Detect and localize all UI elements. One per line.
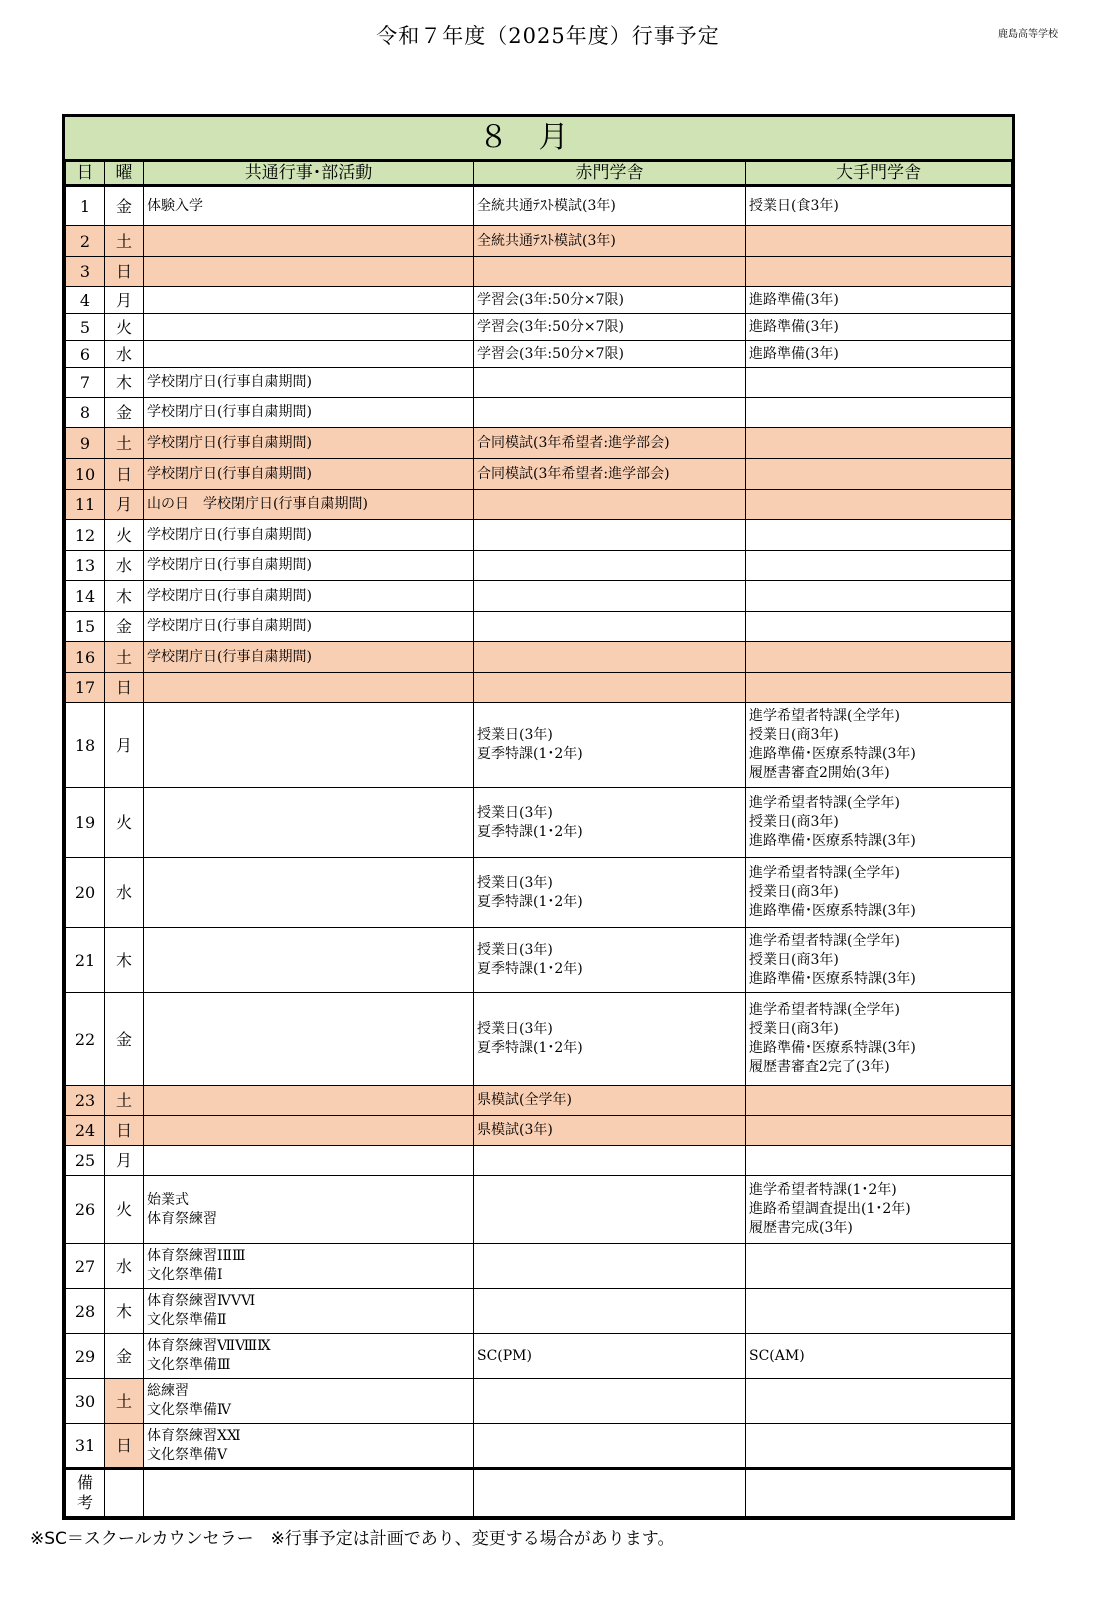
remarks-label: [66, 1469, 105, 1517]
cell-common: [144, 1116, 474, 1146]
schedule-row-day-21: [66, 928, 1012, 993]
cell-common: [144, 1176, 474, 1244]
cell-otemon: [746, 459, 1012, 490]
schedule-row-day-28: [66, 1289, 1012, 1334]
cell-otemon: [746, 1116, 1012, 1146]
schedule-row-day-9: [66, 428, 1012, 459]
cell-otemon: [746, 788, 1012, 858]
cell-common: [144, 1146, 474, 1176]
event-text: 体育祭練習ⅠⅡⅢ: [147, 1248, 246, 1264]
schedule-row-day-19: [66, 788, 1012, 858]
cell-akamon: [474, 1424, 746, 1469]
cell-otemon: [746, 1146, 1012, 1176]
schedule-table: [65, 161, 1012, 1517]
cell-common: [144, 1379, 474, 1424]
cell-common: [144, 858, 474, 928]
event-text: 進路準備･医療系特課(3年): [749, 833, 916, 849]
cell-akamon: [474, 1176, 746, 1244]
event-text: 授業日(商3年): [749, 1021, 839, 1037]
cell-akamon: [474, 1379, 746, 1424]
cell-common: [144, 520, 474, 551]
schedule-row-day-4: [66, 287, 1012, 314]
day-of-week: 水: [105, 551, 144, 581]
schedule-row-day-8: [66, 398, 1012, 428]
day-number: 20: [66, 858, 105, 928]
day-number: 23: [66, 1086, 105, 1116]
schedule-row-day-7: [66, 368, 1012, 398]
event-text: 授業日(商3年): [749, 884, 839, 900]
day-number: 5: [66, 314, 105, 341]
cell-akamon: [474, 398, 746, 428]
cell-otemon: [746, 368, 1012, 398]
event-text: 学校閉庁日(行事自粛期間): [147, 465, 312, 482]
cell-akamon: [474, 257, 746, 287]
event-text: 合同模試(3年希望者:進学部会): [477, 434, 670, 451]
cell-otemon: [746, 581, 1012, 612]
day-number: 3: [66, 257, 105, 287]
header-dow: 曜: [105, 162, 144, 186]
day-number: 8: [66, 398, 105, 428]
schedule-row-day-22: [66, 993, 1012, 1086]
event-text: 授業日(3年): [477, 874, 553, 891]
event-text: 全統共通ﾃｽﾄ模試(3年): [477, 232, 616, 249]
cell-common: [144, 788, 474, 858]
cell-otemon: [746, 398, 1012, 428]
day-of-week: 日: [105, 1116, 144, 1146]
cell-otemon: [746, 226, 1012, 257]
cell-akamon: [474, 673, 746, 703]
day-of-week: 日: [105, 459, 144, 490]
schedule-row-day-13: [66, 551, 1012, 581]
cell-common: [144, 1424, 474, 1469]
event-text: 進学希望者特課(全学年): [749, 795, 900, 811]
cell-akamon: [474, 490, 746, 520]
day-number: 26: [66, 1176, 105, 1244]
event-text: 夏季特課(1･2年): [477, 1040, 583, 1056]
remarks-otemon: [746, 1469, 1012, 1517]
cell-akamon: [474, 1116, 746, 1146]
cell-common: [144, 673, 474, 703]
cell-otemon: [746, 612, 1012, 642]
event-text: 進路準備･医療系特課(3年): [749, 1040, 916, 1056]
event-text: 体験入学: [147, 197, 203, 214]
month-header: ８月: [65, 117, 1012, 161]
cell-otemon: [746, 490, 1012, 520]
cell-akamon: [474, 226, 746, 257]
cell-akamon: [474, 612, 746, 642]
event-text: 学校閉庁日(行事自粛期間): [147, 404, 312, 420]
cell-akamon: [474, 1086, 746, 1116]
day-of-week: 日: [105, 673, 144, 703]
event-text: 学校閉庁日(行事自粛期間): [147, 587, 312, 604]
remarks-akamon: [474, 1469, 746, 1517]
school-name: 鹿島高等学校: [998, 29, 1058, 40]
event-text: 履歴書審査2完了(3年): [749, 1059, 890, 1075]
schedule-row-day-14: [66, 581, 1012, 612]
cell-akamon: [474, 1289, 746, 1334]
cell-common: [144, 314, 474, 341]
cell-otemon: [746, 520, 1012, 551]
schedule-rows: [66, 186, 1012, 1469]
event-text: 授業日(3年): [477, 727, 553, 743]
day-of-week: 土: [105, 226, 144, 257]
cell-otemon: [746, 673, 1012, 703]
cell-common: [144, 428, 474, 459]
event-text: 体育祭練習ⅦⅧⅨ: [147, 1338, 271, 1354]
day-of-week: 火: [105, 788, 144, 858]
day-of-week: 火: [105, 520, 144, 551]
day-number: 12: [66, 520, 105, 551]
event-text: 学校閉庁日(行事自粛期間): [147, 374, 312, 390]
event-text: 進学希望者特課(1･2年): [749, 1182, 897, 1198]
cell-otemon: [746, 1424, 1012, 1469]
event-text: 履歴書完成(3年): [749, 1220, 853, 1236]
schedule-row-day-18: [66, 703, 1012, 788]
day-of-week: 月: [105, 490, 144, 520]
schedule-row-day-11: [66, 490, 1012, 520]
cell-common: [144, 581, 474, 612]
remarks-cell-blank: [105, 1469, 144, 1517]
event-text: 体育祭練習ⅩⅪ: [147, 1427, 241, 1444]
day-of-week: 月: [105, 287, 144, 314]
cell-otemon: [746, 551, 1012, 581]
day-of-week: 水: [105, 1244, 144, 1289]
remarks-common: [144, 1469, 474, 1517]
day-number: 2: [66, 226, 105, 257]
day-of-week: 金: [105, 612, 144, 642]
day-of-week: 金: [105, 993, 144, 1086]
day-number: 24: [66, 1116, 105, 1146]
event-text: 進学希望者特課(全学年): [749, 865, 900, 881]
event-text: 県模試(3年): [477, 1122, 553, 1138]
cell-akamon: [474, 1334, 746, 1379]
cell-common: [144, 928, 474, 993]
cell-akamon: [474, 788, 746, 858]
event-text: 授業日(商3年): [749, 727, 839, 743]
schedule-row-day-30: [66, 1379, 1012, 1424]
remarks-label-text: 備考: [77, 1473, 94, 1512]
cell-common: [144, 257, 474, 287]
day-number: 28: [66, 1289, 105, 1334]
day-number: 21: [66, 928, 105, 993]
schedule-sheet: [62, 114, 1015, 1520]
day-number: 17: [66, 673, 105, 703]
header-akamon: 赤門学舎: [474, 162, 746, 186]
schedule-row-day-15: [66, 612, 1012, 642]
cell-akamon: [474, 928, 746, 993]
event-text: 授業日(3年): [477, 804, 553, 821]
day-of-week: 月: [105, 1146, 144, 1176]
schedule-row-day-5: [66, 314, 1012, 341]
cell-common: [144, 1334, 474, 1379]
event-text: 合同模試(3年希望者:進学部会): [477, 465, 670, 482]
event-text: 授業日(3年): [477, 942, 553, 958]
schedule-row-day-10: [66, 459, 1012, 490]
event-text: 授業日(商3年): [749, 951, 839, 968]
cell-common: [144, 1086, 474, 1116]
cell-otemon: [746, 257, 1012, 287]
event-text: 授業日(3年): [477, 1021, 553, 1037]
event-text: 体育祭練習ⅣⅤⅥ: [147, 1293, 256, 1309]
event-text: 学校閉庁日(行事自粛期間): [147, 618, 312, 634]
cell-otemon: [746, 341, 1012, 368]
event-text: 進学希望者特課(全学年): [749, 932, 900, 949]
day-number: 10: [66, 459, 105, 490]
schedule-row-day-29: [66, 1334, 1012, 1379]
day-of-week: 金: [105, 1334, 144, 1379]
day-of-week: 金: [105, 186, 144, 226]
day-of-week: 日: [105, 1424, 144, 1469]
header-day: 日: [66, 162, 105, 186]
day-of-week: 木: [105, 1289, 144, 1334]
schedule-row-day-26: [66, 1176, 1012, 1244]
cell-akamon: [474, 581, 746, 612]
event-text: 夏季特課(1･2年): [477, 823, 583, 840]
cell-common: [144, 398, 474, 428]
day-number: 13: [66, 551, 105, 581]
cell-akamon: [474, 520, 746, 551]
cell-otemon: [746, 1176, 1012, 1244]
day-of-week: 土: [105, 1086, 144, 1116]
page-title: 令和７年度（2025年度）行事予定: [376, 24, 720, 48]
day-of-week: 水: [105, 858, 144, 928]
event-text: 学習会(3年:50分×7限): [477, 318, 624, 335]
cell-otemon: [746, 1379, 1012, 1424]
schedule-row-day-16: [66, 642, 1012, 673]
schedule-row-day-25: [66, 1146, 1012, 1176]
day-of-week: 金: [105, 398, 144, 428]
cell-common: [144, 642, 474, 673]
day-number: 7: [66, 368, 105, 398]
column-header-row: [66, 162, 1012, 186]
event-text: 文化祭準備Ⅱ: [147, 1312, 227, 1328]
day-of-week: 火: [105, 314, 144, 341]
day-number: 6: [66, 341, 105, 368]
cell-otemon: [746, 703, 1012, 788]
cell-common: [144, 612, 474, 642]
schedule-row-day-17: [66, 673, 1012, 703]
cell-otemon: [746, 314, 1012, 341]
event-text: 文化祭準備Ⅰ: [147, 1267, 223, 1283]
day-number: 25: [66, 1146, 105, 1176]
event-text: 県模試(全学年): [477, 1092, 572, 1108]
cell-otemon: [746, 1244, 1012, 1289]
cell-akamon: [474, 703, 746, 788]
event-text: 学習会(3年:50分×7限): [477, 345, 624, 362]
event-text: 進路準備･医療系特課(3年): [749, 746, 916, 762]
event-text: 進路希望調査提出(1･2年): [749, 1201, 911, 1217]
event-text: 総練習: [147, 1383, 189, 1399]
day-of-week: 木: [105, 928, 144, 993]
footnote: ※SC＝スクールカウンセラー ※行事予定は計画であり、変更する場合があります。: [30, 1529, 675, 1549]
cell-otemon: [746, 1086, 1012, 1116]
event-text: 夏季特課(1･2年): [477, 893, 583, 910]
schedule-row-day-2: [66, 226, 1012, 257]
header-common: 共通行事･部活動: [144, 162, 474, 186]
event-text: 履歴書審査2開始(3年): [749, 765, 890, 781]
cell-common: [144, 551, 474, 581]
schedule-row-day-3: [66, 257, 1012, 287]
event-text: 進路準備(3年): [749, 318, 839, 335]
cell-common: [144, 1244, 474, 1289]
cell-common: [144, 703, 474, 788]
schedule-row-day-23: [66, 1086, 1012, 1116]
cell-akamon: [474, 993, 746, 1086]
event-text: 進路準備･医療系特課(3年): [749, 970, 916, 987]
event-text: 学校閉庁日(行事自粛期間): [147, 648, 312, 665]
day-of-week: 火: [105, 1176, 144, 1244]
schedule-row-day-1: [66, 186, 1012, 226]
cell-common: [144, 226, 474, 257]
day-number: 15: [66, 612, 105, 642]
schedule-row-day-12: [66, 520, 1012, 551]
day-number: 9: [66, 428, 105, 459]
event-text: 夏季特課(1･2年): [477, 961, 583, 977]
schedule-row-day-31: [66, 1424, 1012, 1469]
schedule-row-day-24: [66, 1116, 1012, 1146]
day-of-week: 水: [105, 341, 144, 368]
cell-akamon: [474, 287, 746, 314]
day-number: 29: [66, 1334, 105, 1379]
event-text: 文化祭準備Ⅲ: [147, 1357, 231, 1373]
event-text: 全統共通ﾃｽﾄ模試(3年): [477, 197, 616, 214]
event-text: 授業日(食3年): [749, 197, 839, 214]
remarks-row: [66, 1469, 1012, 1517]
day-of-week: 土: [105, 1379, 144, 1424]
event-text: 学校閉庁日(行事自粛期間): [147, 557, 312, 573]
cell-common: [144, 186, 474, 226]
cell-otemon: [746, 642, 1012, 673]
event-text: 進学希望者特課(全学年): [749, 1002, 900, 1018]
day-number: 27: [66, 1244, 105, 1289]
schedule-row-day-27: [66, 1244, 1012, 1289]
event-text: SC(PM): [477, 1347, 532, 1364]
cell-akamon: [474, 459, 746, 490]
event-text: 学習会(3年:50分×7限): [477, 291, 624, 308]
day-number: 11: [66, 490, 105, 520]
cell-akamon: [474, 368, 746, 398]
cell-common: [144, 368, 474, 398]
schedule-row-day-6: [66, 341, 1012, 368]
event-text: 学校閉庁日(行事自粛期間): [147, 526, 312, 543]
cell-akamon: [474, 186, 746, 226]
cell-akamon: [474, 858, 746, 928]
cell-akamon: [474, 341, 746, 368]
cell-akamon: [474, 1146, 746, 1176]
cell-common: [144, 1289, 474, 1334]
cell-akamon: [474, 428, 746, 459]
event-text: 授業日(商3年): [749, 814, 839, 830]
cell-akamon: [474, 642, 746, 673]
cell-common: [144, 993, 474, 1086]
cell-otemon: [746, 1289, 1012, 1334]
day-number: 14: [66, 581, 105, 612]
cell-otemon: [746, 287, 1012, 314]
day-number: 22: [66, 993, 105, 1086]
cell-akamon: [474, 551, 746, 581]
cell-common: [144, 287, 474, 314]
event-text: 夏季特課(1･2年): [477, 746, 583, 762]
day-of-week: 月: [105, 703, 144, 788]
header-otemon: 大手門学舎: [746, 162, 1012, 186]
day-number: 30: [66, 1379, 105, 1424]
cell-akamon: [474, 1244, 746, 1289]
event-text: 文化祭準備Ⅳ: [147, 1402, 231, 1418]
event-text: 始業式: [147, 1191, 189, 1208]
event-text: 進路準備(3年): [749, 345, 839, 362]
day-number: 18: [66, 703, 105, 788]
event-text: 進路準備(3年): [749, 291, 839, 308]
event-text: 文化祭準備Ⅴ: [147, 1446, 228, 1463]
event-text: 山の日 学校閉庁日(行事自粛期間): [147, 496, 368, 512]
event-text: 進学希望者特課(全学年): [749, 708, 900, 724]
event-text: 体育祭練習: [147, 1210, 217, 1227]
cell-common: [144, 459, 474, 490]
cell-otemon: [746, 928, 1012, 993]
day-of-week: 木: [105, 581, 144, 612]
event-text: 学校閉庁日(行事自粛期間): [147, 434, 312, 451]
event-text: SC(AM): [749, 1347, 805, 1364]
day-number: 4: [66, 287, 105, 314]
day-number: 1: [66, 186, 105, 226]
cell-otemon: [746, 428, 1012, 459]
cell-common: [144, 341, 474, 368]
cell-otemon: [746, 186, 1012, 226]
cell-common: [144, 490, 474, 520]
day-number: 16: [66, 642, 105, 673]
cell-otemon: [746, 1334, 1012, 1379]
day-of-week: 土: [105, 642, 144, 673]
event-text: 進路準備･医療系特課(3年): [749, 903, 916, 919]
day-of-week: 木: [105, 368, 144, 398]
day-of-week: 日: [105, 257, 144, 287]
day-number: 19: [66, 788, 105, 858]
day-of-week: 土: [105, 428, 144, 459]
cell-otemon: [746, 858, 1012, 928]
day-number: 31: [66, 1424, 105, 1469]
cell-akamon: [474, 314, 746, 341]
schedule-row-day-20: [66, 858, 1012, 928]
cell-otemon: [746, 993, 1012, 1086]
